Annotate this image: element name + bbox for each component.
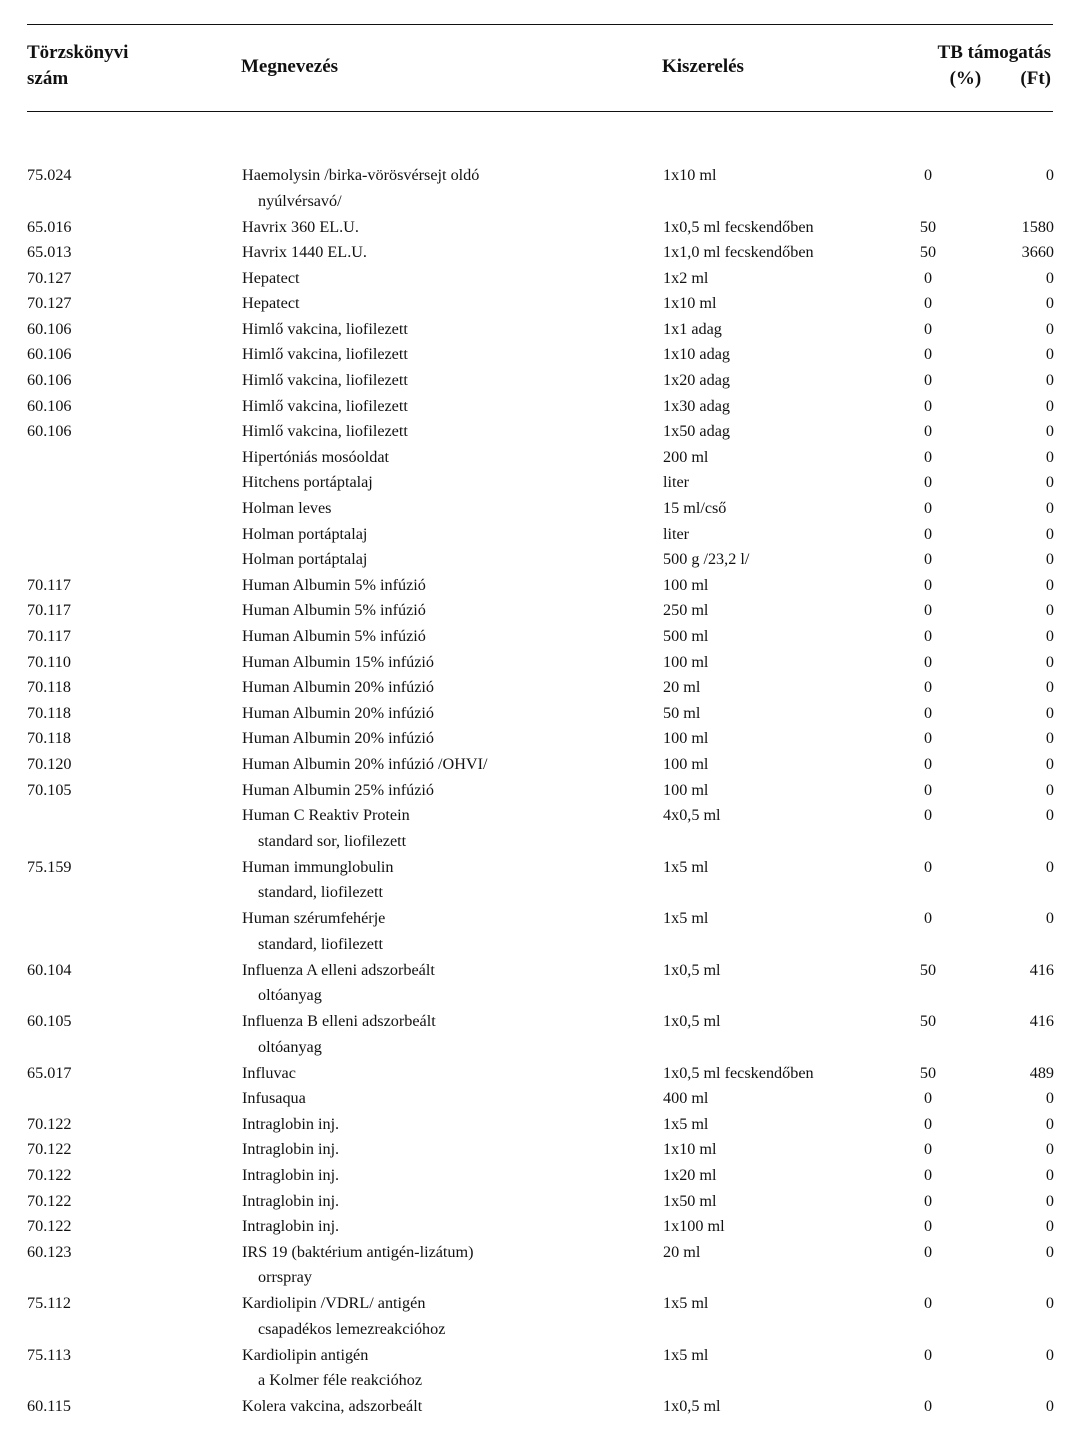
- tb-forint-cell: 0: [1045, 1089, 1054, 1108]
- registration-number-cell: 70.118: [27, 678, 71, 697]
- packaging-cell: 100 ml: [663, 754, 709, 773]
- registration-number-cell: 60.106: [27, 345, 72, 364]
- packaging-cell: 20 ml: [663, 1242, 701, 1261]
- tb-percent-cell: 0: [923, 678, 933, 697]
- tb-forint-cell: 416: [1029, 960, 1054, 979]
- column-header-registration-line2: szám: [27, 68, 69, 89]
- registration-number-cell: 70.127: [27, 268, 72, 287]
- product-name-cell: [242, 906, 385, 957]
- column-header-tb-percent: (%): [949, 68, 982, 89]
- registration-number-cell: 70.117: [27, 627, 71, 645]
- tb-forint-cell: 0: [1045, 678, 1054, 697]
- product-name-line1: Influenza A elleni adszorbeált: [242, 960, 435, 979]
- product-name-line1: IRS 19 (baktérium antigén-lizátum): [242, 1242, 474, 1261]
- packaging-cell: 1x0,5 ml fecskendőben: [663, 217, 814, 236]
- product-name-line1: Kardiolipin /VDRL/ antigén: [242, 1294, 426, 1313]
- tb-forint-cell: 0: [1045, 729, 1054, 748]
- table-row: [0, 266, 1077, 292]
- tb-percent-cell: 0: [923, 166, 933, 184]
- packaging-cell: 1x0,5 ml: [663, 960, 721, 979]
- product-name-line1: Intraglobin inj.: [242, 1217, 340, 1236]
- registration-number-cell: 70.127: [27, 294, 72, 313]
- product-name-line1: Human Albumin 20% infúzió: [242, 703, 434, 722]
- product-name-cell: [242, 598, 426, 624]
- product-name-line1: Human immunglobulin: [242, 857, 394, 876]
- tb-percent-cell: 0: [923, 575, 933, 594]
- registration-number-cell: 60.106: [27, 319, 72, 338]
- tb-forint-cell: 0: [1045, 1294, 1054, 1313]
- tb-forint-cell: 0: [1045, 1242, 1054, 1261]
- tb-percent-cell: 0: [923, 857, 933, 876]
- table-row: [0, 752, 1077, 778]
- tb-percent-cell: 50: [919, 243, 937, 262]
- product-name-cell: [242, 266, 300, 292]
- registration-number-cell: 70.122: [27, 1140, 72, 1159]
- product-name-cell: [242, 1291, 445, 1342]
- column-header-tb-forint: (Ft): [1020, 68, 1051, 89]
- product-name-line1: Holman leves: [242, 499, 332, 518]
- tb-percent-cell: 0: [923, 473, 933, 492]
- table-row: [0, 573, 1077, 599]
- tb-forint-cell: 0: [1045, 499, 1054, 518]
- tb-percent-cell: 0: [923, 909, 933, 928]
- product-name-line1: Intraglobin inj.: [242, 1166, 340, 1185]
- product-name-line2: oltóanyag: [258, 986, 322, 1005]
- product-name-cell: [242, 547, 367, 573]
- product-name-cell: [242, 1240, 474, 1291]
- packaging-cell: 1x50 ml: [663, 1191, 717, 1210]
- table-row: [0, 598, 1077, 624]
- packaging-cell: 1x50 adag: [663, 422, 730, 441]
- registration-number-cell: 65.017: [27, 1063, 72, 1082]
- tb-percent-cell: 0: [923, 703, 933, 722]
- packaging-cell: 15 ml/cső: [663, 499, 727, 518]
- tb-percent-cell: 0: [923, 729, 933, 748]
- tb-forint-cell: 0: [1045, 1114, 1054, 1133]
- product-name-line1: Haemolysin /birka-vörösvérsejt oldó: [242, 166, 480, 184]
- product-name-cell: [242, 701, 434, 727]
- table-row: [0, 803, 1077, 855]
- product-name-line2: orrspray: [258, 1268, 312, 1287]
- product-name-line1: Human Albumin 5% infúzió: [242, 627, 426, 645]
- packaging-cell: 1x0,5 ml: [663, 1012, 721, 1031]
- column-header-registration-number: [27, 40, 128, 92]
- product-name-line2: nyúlvérsavó/: [258, 191, 342, 210]
- product-name-cell: [242, 163, 479, 214]
- tb-percent-cell: 0: [923, 550, 933, 569]
- tb-percent-cell: 50: [919, 1063, 937, 1082]
- table-row: [0, 1112, 1077, 1138]
- tb-percent-cell: 0: [923, 396, 933, 415]
- tb-forint-cell: 416: [1029, 1012, 1054, 1031]
- registration-number-cell: 70.122: [27, 1217, 72, 1236]
- tb-forint-cell: 0: [1045, 601, 1054, 620]
- registration-number-cell: 75.159: [27, 857, 72, 876]
- table-row: [0, 958, 1077, 1010]
- table-row: [0, 1343, 1077, 1395]
- packaging-cell: 200 ml: [663, 447, 709, 466]
- packaging-cell: 1x10 ml: [663, 1140, 717, 1159]
- tb-forint-cell: 0: [1045, 1217, 1054, 1236]
- product-name-cell: [242, 394, 408, 420]
- table-row: [0, 445, 1077, 471]
- product-name-cell: [242, 291, 300, 317]
- product-name-cell: [242, 573, 426, 599]
- registration-number-cell: 70.122: [27, 1166, 72, 1185]
- product-name-cell: [242, 1086, 306, 1112]
- tb-forint-cell: 0: [1045, 1191, 1054, 1210]
- tb-forint-cell: 1580: [1021, 217, 1054, 236]
- tb-forint-cell: 0: [1045, 806, 1054, 825]
- tb-percent-cell: 0: [923, 1166, 933, 1185]
- packaging-cell: 1x5 ml: [663, 1114, 709, 1133]
- packaging-cell: 1x1,0 ml fecskendőben: [663, 243, 814, 262]
- packaging-cell: 100 ml: [663, 780, 709, 799]
- table-row: [0, 240, 1077, 266]
- registration-number-cell: 70.117: [27, 575, 71, 594]
- tb-percent-cell: 0: [923, 806, 933, 825]
- registration-number-cell: 60.106: [27, 396, 72, 415]
- packaging-cell: 1x1 adag: [663, 319, 722, 338]
- packaging-cell: 20 ml: [663, 678, 701, 697]
- product-name-cell: [242, 215, 359, 241]
- packaging-cell: 1x30 adag: [663, 396, 730, 415]
- tb-percent-cell: 0: [923, 294, 933, 313]
- packaging-cell: 1x0,5 ml: [663, 1397, 721, 1416]
- product-name-cell: [242, 1394, 422, 1420]
- tb-forint-cell: 0: [1045, 575, 1054, 594]
- tb-forint-cell: 0: [1045, 627, 1054, 645]
- tb-percent-cell: 0: [923, 447, 933, 466]
- product-name-cell: [242, 1214, 339, 1240]
- registration-number-cell: 65.013: [27, 243, 72, 262]
- product-name-line1: Hipertóniás mosóoldat: [242, 447, 390, 466]
- product-name-line1: Human Albumin 20% infúzió /OHVI/: [242, 754, 488, 773]
- product-name-line2: standard sor, liofilezett: [258, 831, 407, 850]
- tb-forint-cell: 0: [1045, 524, 1054, 543]
- packaging-cell: 1x5 ml: [663, 857, 709, 876]
- tb-percent-cell: 0: [923, 499, 933, 518]
- packaging-cell: 50 ml: [663, 703, 701, 722]
- registration-number-cell: 75.113: [27, 1345, 71, 1364]
- product-name-cell: [242, 855, 394, 906]
- tb-forint-cell: 0: [1045, 857, 1054, 876]
- product-name-cell: [242, 1343, 422, 1394]
- tb-percent-cell: 0: [923, 1114, 933, 1133]
- product-name-cell: [242, 496, 331, 522]
- column-header-tb-support: [938, 40, 1051, 92]
- table-row: [0, 1240, 1077, 1292]
- product-name-cell: [242, 342, 408, 368]
- product-name-cell: [242, 958, 435, 1009]
- product-name-line1: Holman portáptalaj: [242, 550, 368, 569]
- registration-number-cell: 60.104: [27, 960, 72, 979]
- tb-percent-cell: 0: [923, 1294, 933, 1313]
- packaging-cell: 250 ml: [663, 601, 709, 620]
- product-name-cell: [242, 1189, 339, 1215]
- table-row: [0, 215, 1077, 241]
- product-name-cell: [242, 368, 408, 394]
- table-row: [0, 1189, 1077, 1215]
- tb-percent-cell: 0: [923, 1140, 933, 1159]
- packaging-cell: 1x100 ml: [663, 1217, 725, 1236]
- table-row: [0, 675, 1077, 701]
- tb-forint-cell: 0: [1045, 1140, 1054, 1159]
- tb-forint-cell: 489: [1029, 1063, 1054, 1082]
- table-row: [0, 1061, 1077, 1087]
- product-name-line1: Himlő vakcina, liofilezett: [242, 396, 408, 415]
- product-name-cell: [242, 675, 434, 701]
- tb-percent-cell: 0: [923, 780, 933, 799]
- packaging-cell: 1x5 ml: [663, 1345, 709, 1364]
- table-row: [0, 342, 1077, 368]
- product-name-line1: Human Albumin 15% infúzió: [242, 652, 434, 671]
- table-row: [0, 291, 1077, 317]
- packaging-cell: 500 ml: [663, 627, 709, 645]
- tb-forint-cell: 0: [1045, 1397, 1054, 1416]
- column-header-registration-line1: Törzskönyvi: [27, 42, 129, 63]
- product-name-cell: [242, 419, 408, 445]
- registration-number-cell: 70.118: [27, 703, 71, 722]
- packaging-cell: 1x20 ml: [663, 1166, 717, 1185]
- product-name-line1: Himlő vakcina, liofilezett: [242, 345, 408, 364]
- tb-percent-cell: 0: [923, 1397, 933, 1416]
- product-name-cell: [242, 624, 426, 650]
- product-name-line1: Hepatect: [242, 268, 300, 287]
- product-name-line1: Human Albumin 25% infúzió: [242, 780, 434, 799]
- tb-forint-cell: 0: [1045, 371, 1054, 390]
- registration-number-cell: 60.105: [27, 1012, 72, 1031]
- table-row: [0, 1163, 1077, 1189]
- product-name-line2: standard, liofilezett: [258, 934, 383, 953]
- product-name-line1: Human Albumin 20% infúzió: [242, 678, 434, 697]
- product-name-cell: [242, 1009, 436, 1060]
- product-name-line1: Hitchens portáptalaj: [242, 473, 373, 492]
- product-name-line1: Havrix 1440 EL.U.: [242, 243, 367, 262]
- product-name-line1: Havrix 360 EL.U.: [242, 217, 359, 236]
- tb-forint-cell: 0: [1045, 754, 1054, 773]
- table-row: [0, 778, 1077, 804]
- tb-forint-cell: 0: [1045, 396, 1054, 415]
- product-name-cell: [242, 803, 410, 854]
- packaging-cell: 1x0,5 ml fecskendőben: [663, 1063, 814, 1082]
- tb-percent-cell: 0: [923, 422, 933, 441]
- registration-number-cell: 75.024: [27, 166, 72, 184]
- table-row: [0, 906, 1077, 958]
- registration-number-cell: 70.110: [27, 652, 71, 671]
- tb-percent-cell: 50: [919, 217, 937, 236]
- packaging-cell: 4x0,5 ml: [663, 806, 721, 825]
- column-header-name: Megnevezés: [241, 56, 339, 77]
- tb-forint-cell: 0: [1045, 447, 1054, 466]
- product-name-cell: [242, 522, 367, 548]
- table-body: [0, 163, 1077, 1420]
- tb-percent-cell: 0: [923, 524, 933, 543]
- table-row: [0, 650, 1077, 676]
- column-header-packaging: Kiszerelés: [662, 56, 744, 77]
- table-row: [0, 1214, 1077, 1240]
- product-name-cell: [242, 317, 408, 343]
- table-row: [0, 624, 1077, 650]
- product-name-cell: [242, 240, 367, 266]
- product-name-cell: [242, 778, 434, 804]
- registration-number-cell: 70.122: [27, 1114, 72, 1133]
- product-name-line2: standard, liofilezett: [258, 883, 383, 902]
- product-name-line2: csapadékos lemezreakcióhoz: [258, 1319, 446, 1338]
- packaging-cell: 100 ml: [663, 652, 709, 671]
- product-name-cell: [242, 1163, 339, 1189]
- product-name-line1: Infusaqua: [242, 1089, 306, 1108]
- header-top-rule: [27, 24, 1053, 25]
- tb-percent-cell: 0: [923, 268, 933, 287]
- tb-forint-cell: 0: [1045, 422, 1054, 441]
- registration-number-cell: 75.112: [27, 1294, 71, 1313]
- tb-forint-cell: 0: [1045, 268, 1054, 287]
- table-row: [0, 1009, 1077, 1061]
- product-name-cell: [242, 752, 487, 778]
- tb-percent-cell: 0: [923, 627, 933, 645]
- header-bottom-rule: [27, 111, 1053, 112]
- registration-number-cell: 60.115: [27, 1397, 71, 1416]
- table-row: [0, 317, 1077, 343]
- product-name-line1: Human Albumin 5% infúzió: [242, 575, 426, 594]
- table-row: [0, 368, 1077, 394]
- table-row: [0, 1086, 1077, 1112]
- tb-percent-cell: 0: [923, 1345, 933, 1364]
- product-name-line1: Intraglobin inj.: [242, 1114, 340, 1133]
- product-name-line1: Human Albumin 20% infúzió: [242, 729, 434, 748]
- tb-forint-cell: 3660: [1021, 243, 1054, 262]
- tb-percent-cell: 0: [923, 319, 933, 338]
- product-name-line1: Human Albumin 5% infúzió: [242, 601, 426, 620]
- tb-forint-cell: 0: [1045, 1166, 1054, 1185]
- registration-number-cell: 65.016: [27, 217, 72, 236]
- product-name-line1: Himlő vakcina, liofilezett: [242, 319, 408, 338]
- product-name-cell: [242, 470, 373, 496]
- table-row: [0, 522, 1077, 548]
- product-name-line1: Human szérumfehérje: [242, 909, 386, 928]
- tb-forint-cell: 0: [1045, 319, 1054, 338]
- product-name-cell: [242, 650, 434, 676]
- product-name-cell: [242, 726, 434, 752]
- table-row: [0, 547, 1077, 573]
- packaging-cell: liter: [663, 473, 690, 492]
- product-name-line2: oltóanyag: [258, 1037, 322, 1056]
- table-row: [0, 1291, 1077, 1343]
- registration-number-cell: 60.123: [27, 1242, 72, 1261]
- registration-number-cell: 70.118: [27, 729, 71, 748]
- tb-forint-cell: 0: [1045, 703, 1054, 722]
- product-name-line2: a Kolmer féle reakcióhoz: [258, 1371, 423, 1390]
- tb-percent-cell: 0: [923, 345, 933, 364]
- product-name-cell: [242, 1137, 339, 1163]
- tb-percent-cell: 0: [923, 1191, 933, 1210]
- product-name-line1: Himlő vakcina, liofilezett: [242, 371, 408, 390]
- packaging-cell: 500 g /23,2 l/: [663, 550, 750, 569]
- table-row: [0, 1394, 1077, 1420]
- tb-percent-cell: 0: [923, 754, 933, 773]
- product-name-line1: Kardiolipin antigén: [242, 1345, 369, 1364]
- table-row: [0, 419, 1077, 445]
- product-name-cell: [242, 1112, 339, 1138]
- registration-number-cell: 70.105: [27, 780, 72, 799]
- product-name-line1: Influenza B elleni adszorbeált: [242, 1012, 436, 1031]
- product-name-line1: Human C Reaktiv Protein: [242, 806, 410, 825]
- tb-percent-cell: 0: [923, 601, 933, 620]
- product-name-line1: Influvac: [242, 1063, 296, 1082]
- table-row: [0, 394, 1077, 420]
- tb-forint-cell: 0: [1045, 345, 1054, 364]
- tb-forint-cell: 0: [1045, 473, 1054, 492]
- packaging-cell: 1x10 adag: [663, 345, 730, 364]
- product-name-line1: Intraglobin inj.: [242, 1191, 340, 1210]
- product-name-line1: Intraglobin inj.: [242, 1140, 340, 1159]
- product-name-line1: Holman portáptalaj: [242, 524, 368, 543]
- packaging-cell: 1x20 adag: [663, 371, 730, 390]
- packaging-cell: liter: [663, 524, 690, 543]
- registration-number-cell: 70.120: [27, 754, 72, 773]
- tb-percent-cell: 0: [923, 1242, 933, 1261]
- product-name-line1: Hepatect: [242, 294, 300, 313]
- product-name-line1: Kolera vakcina, adszorbeált: [242, 1397, 423, 1416]
- registration-number-cell: 60.106: [27, 371, 72, 390]
- tb-percent-cell: 0: [923, 1089, 933, 1108]
- packaging-cell: 1x10 ml: [663, 294, 717, 313]
- tb-percent-cell: 0: [923, 652, 933, 671]
- table-row: [0, 163, 1077, 215]
- tb-forint-cell: 0: [1045, 1345, 1054, 1364]
- tb-forint-cell: 0: [1045, 550, 1054, 569]
- packaging-cell: 1x5 ml: [663, 909, 709, 928]
- packaging-cell: 1x5 ml: [663, 1294, 709, 1313]
- registration-number-cell: 70.117: [27, 601, 71, 620]
- packaging-cell: 100 ml: [663, 575, 709, 594]
- packaging-cell: 400 ml: [663, 1089, 709, 1108]
- table-row: [0, 470, 1077, 496]
- tb-percent-cell: 0: [923, 371, 933, 390]
- tb-forint-cell: 0: [1045, 294, 1054, 313]
- registration-number-cell: 60.106: [27, 422, 72, 441]
- packaging-cell: 1x2 ml: [663, 268, 709, 287]
- registration-number-cell: 70.122: [27, 1191, 72, 1210]
- tb-forint-cell: 0: [1045, 166, 1054, 184]
- column-header-tb-title: TB támogatás: [937, 42, 1051, 63]
- product-name-cell: [242, 1061, 296, 1087]
- packaging-cell: 100 ml: [663, 729, 709, 748]
- product-name-line1: Himlő vakcina, liofilezett: [242, 422, 408, 441]
- table-row: [0, 1137, 1077, 1163]
- tb-forint-cell: 0: [1045, 909, 1054, 928]
- tb-percent-cell: 50: [919, 960, 937, 979]
- tb-forint-cell: 0: [1045, 780, 1054, 799]
- table-row: [0, 701, 1077, 727]
- packaging-cell: 1x10 ml: [663, 166, 717, 184]
- table-row: [0, 855, 1077, 907]
- tb-forint-cell: 0: [1045, 652, 1054, 671]
- product-name-cell: [242, 445, 389, 471]
- table-row: [0, 726, 1077, 752]
- tb-percent-cell: 50: [919, 1012, 937, 1031]
- table-row: [0, 496, 1077, 522]
- tb-percent-cell: 0: [923, 1217, 933, 1236]
